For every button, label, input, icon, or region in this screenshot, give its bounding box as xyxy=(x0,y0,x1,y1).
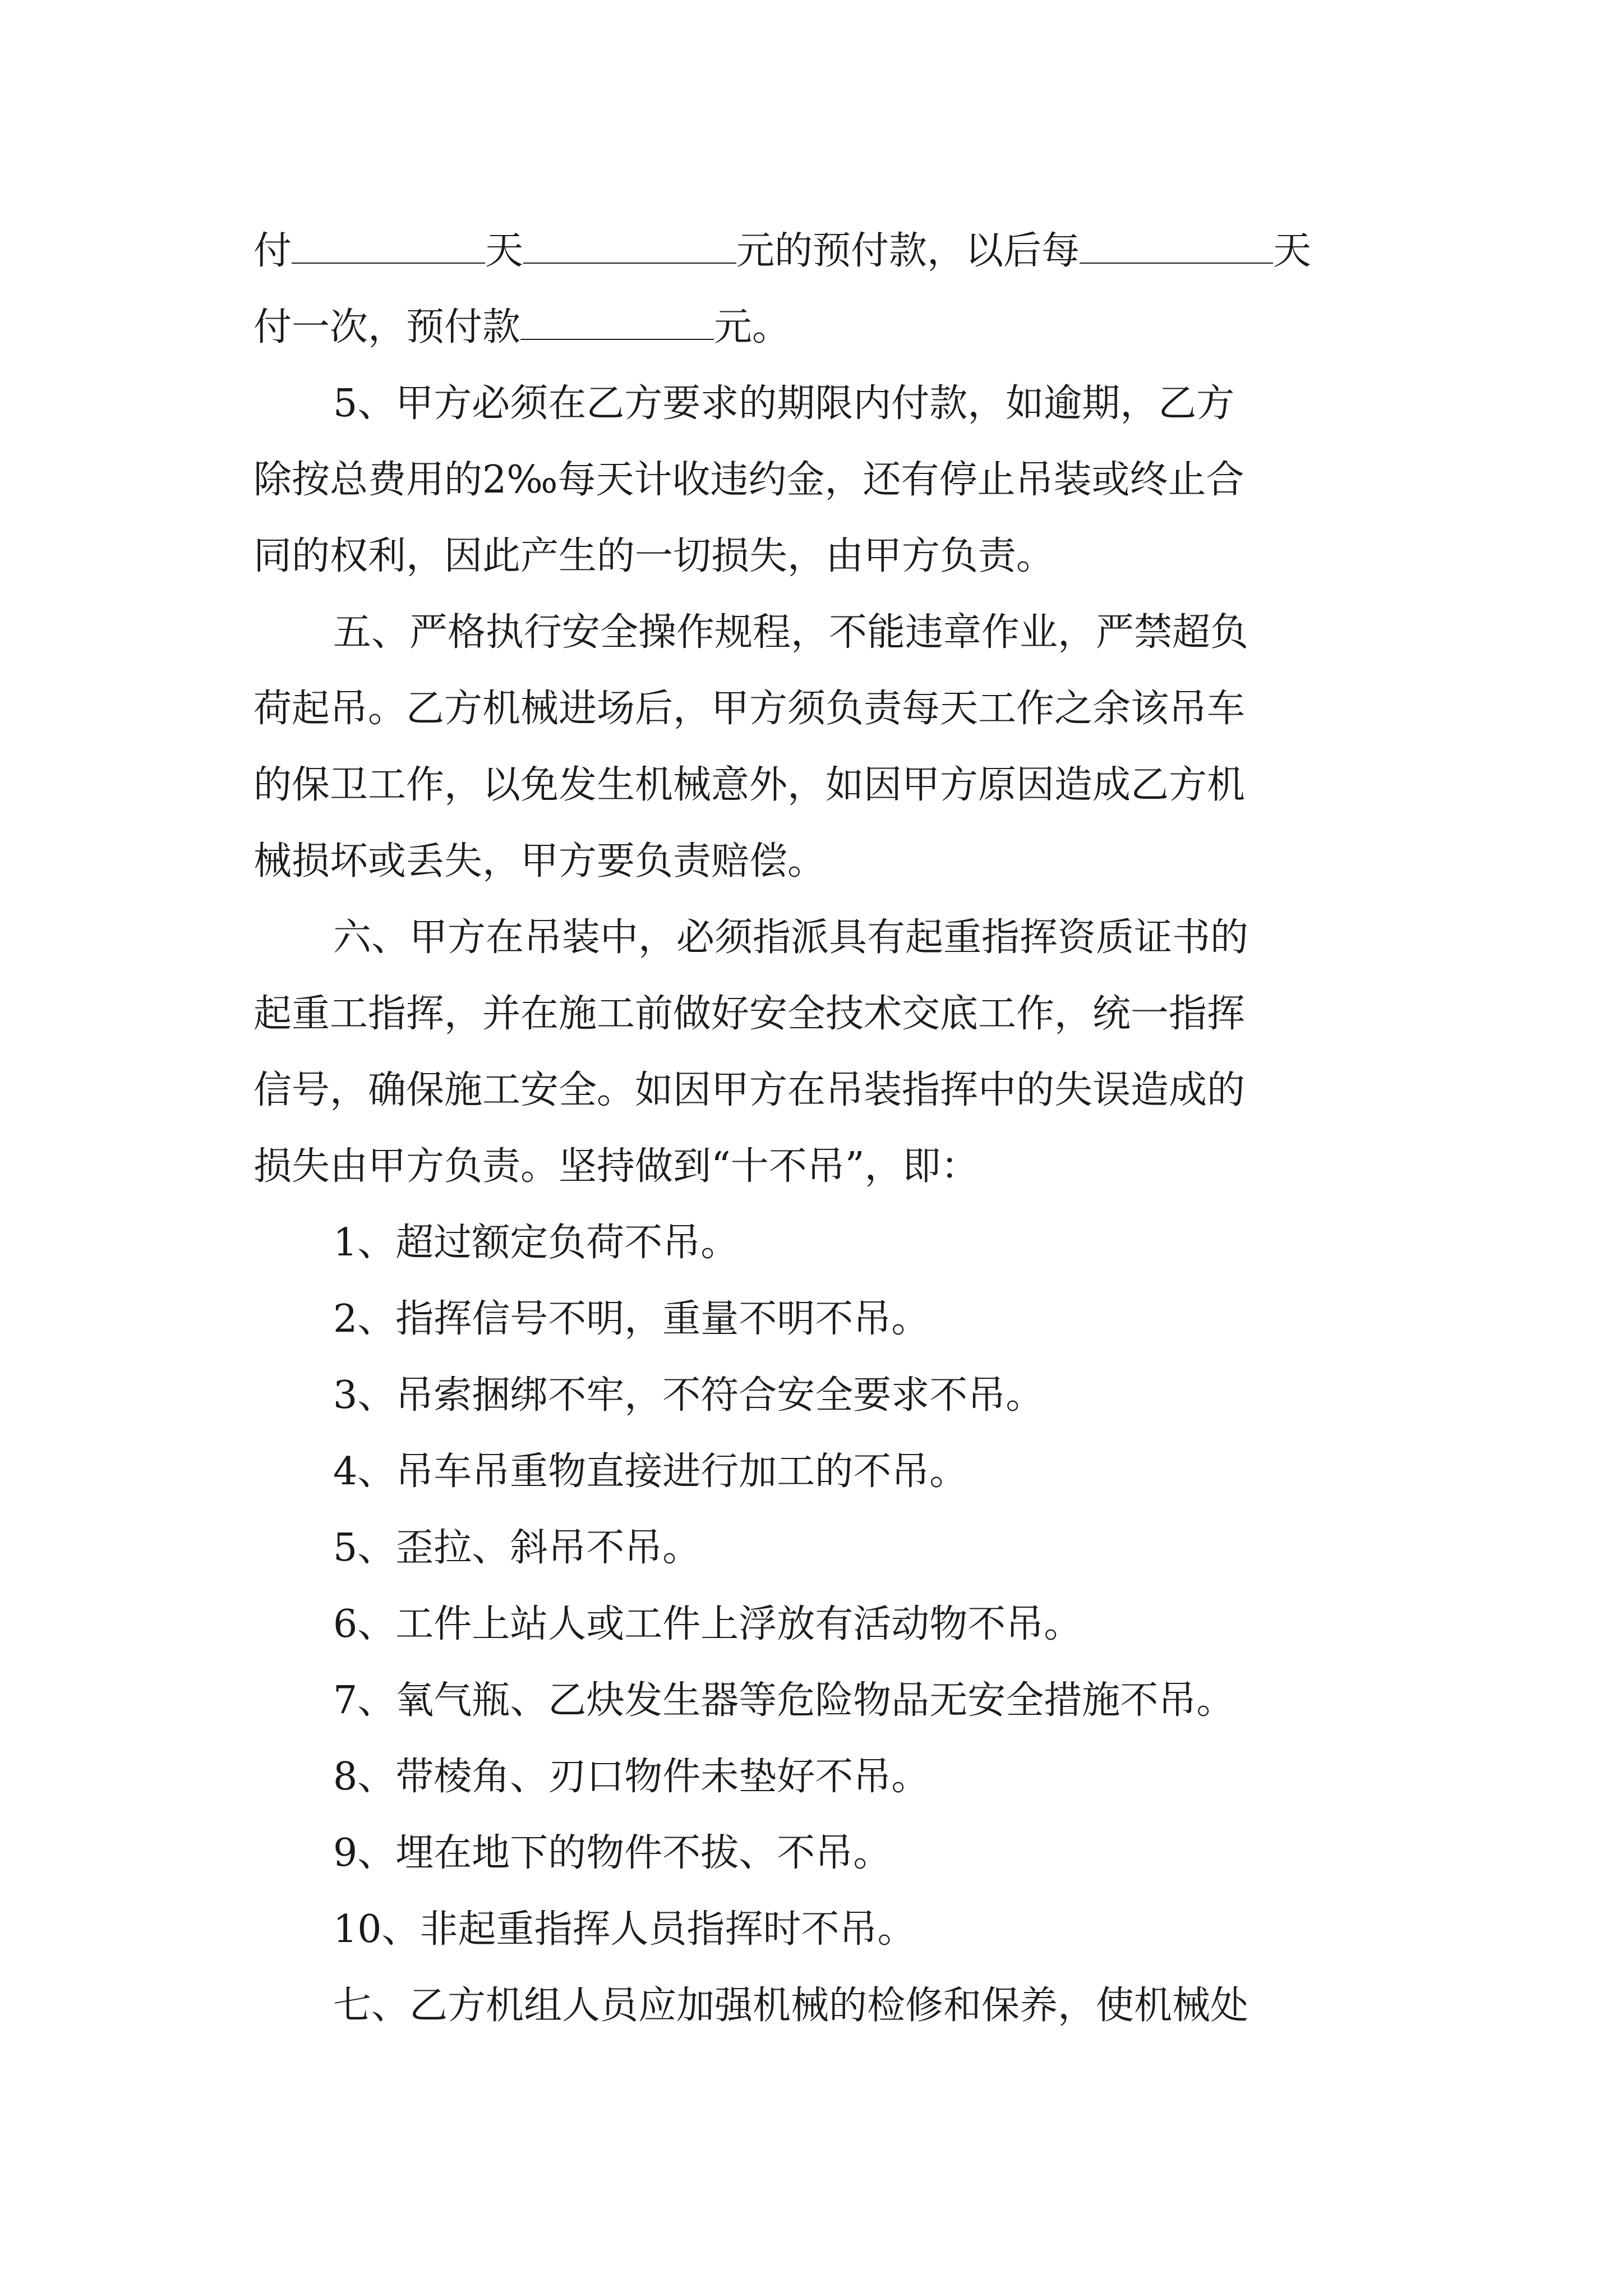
blank-amount-1 xyxy=(523,229,736,264)
blank-days-2 xyxy=(1080,229,1273,264)
text-pay-once: 付一次，预付款 xyxy=(253,305,521,349)
payment-line-2 xyxy=(253,289,1381,366)
list-item-7: 7、氧气瓶、乙炔发生器等危险物品无安全措施不吊。 xyxy=(333,1678,1235,1723)
list-item-10: 10、非起重指挥人员指挥时不吊。 xyxy=(333,1907,916,1952)
section-6-line-4: 损失由甲方负责。坚持做到“十不吊”，即： xyxy=(253,1144,979,1189)
blank-amount-2 xyxy=(520,305,714,340)
list-item-3: 3、吊索捆绑不牢，不符合安全要求不吊。 xyxy=(333,1373,1044,1418)
list-item-9: 9、埋在地下的物件不拔、不吊。 xyxy=(333,1831,892,1875)
list-item-6: 6、工件上站人或工件上浮放有活动物不吊。 xyxy=(333,1602,1082,1646)
section-6-line-3: 信号，确保施工安全。如因甲方在吊装指挥中的失误造成的 xyxy=(253,1068,1246,1112)
section-5-line-1: 五、严格执行安全操作规程，不能违章作业，严禁超负 xyxy=(333,610,1249,655)
clause-5-line-2: 除按总费用的2‰每天计收违约金，还有停止吊装或终止合 xyxy=(253,458,1244,502)
section-5-line-4: 械损坏或丢失，甲方要负责赔偿。 xyxy=(253,839,826,884)
section-7-line-1: 七、乙方机组人员应加强机械的检修和保养，使机械处 xyxy=(333,1984,1249,2028)
text-yuan: 元。 xyxy=(714,305,791,349)
list-item-2: 2、指挥信号不明，重量不明不吊。 xyxy=(333,1297,930,1341)
payment-line-1 xyxy=(253,213,1381,289)
text-tian: 天 xyxy=(485,229,524,273)
section-5-line-2: 荷起吊。乙方机械进场后，甲方须负责每天工作之余该吊车 xyxy=(253,687,1246,731)
list-item-8: 8、带棱角、刃口物件未垫好不吊。 xyxy=(333,1755,930,1799)
text-prepay-then: 元的预付款，以后每 xyxy=(736,229,1080,273)
list-item-5: 5、歪拉、斜吊不吊。 xyxy=(333,1526,701,1570)
text-tian-2: 天 xyxy=(1273,229,1312,273)
section-6-line-2: 起重工指挥，并在施工前做好安全技术交底工作，统一指挥 xyxy=(253,992,1246,1036)
document-page xyxy=(253,213,1381,2044)
clause-5-line-3: 同的权利，因此产生的一切损失，由甲方负责。 xyxy=(253,534,1055,578)
blank-days-1 xyxy=(292,229,485,264)
list-item-4: 4、吊车吊重物直接进行加工的不吊。 xyxy=(333,1450,968,1494)
section-5-line-3: 的保卫工作，以免发生机械意外，如因甲方原因造成乙方机 xyxy=(253,763,1246,807)
list-item-1: 1、超过额定负荷不吊。 xyxy=(333,1221,739,1265)
section-6-line-1: 六、甲方在吊装中，必须指派具有起重指挥资质证书的 xyxy=(333,915,1249,960)
clause-5-line-1: 5、甲方必须在乙方要求的期限内付款，如逾期，乙方 xyxy=(333,381,1235,426)
text-fu: 付 xyxy=(253,229,292,273)
